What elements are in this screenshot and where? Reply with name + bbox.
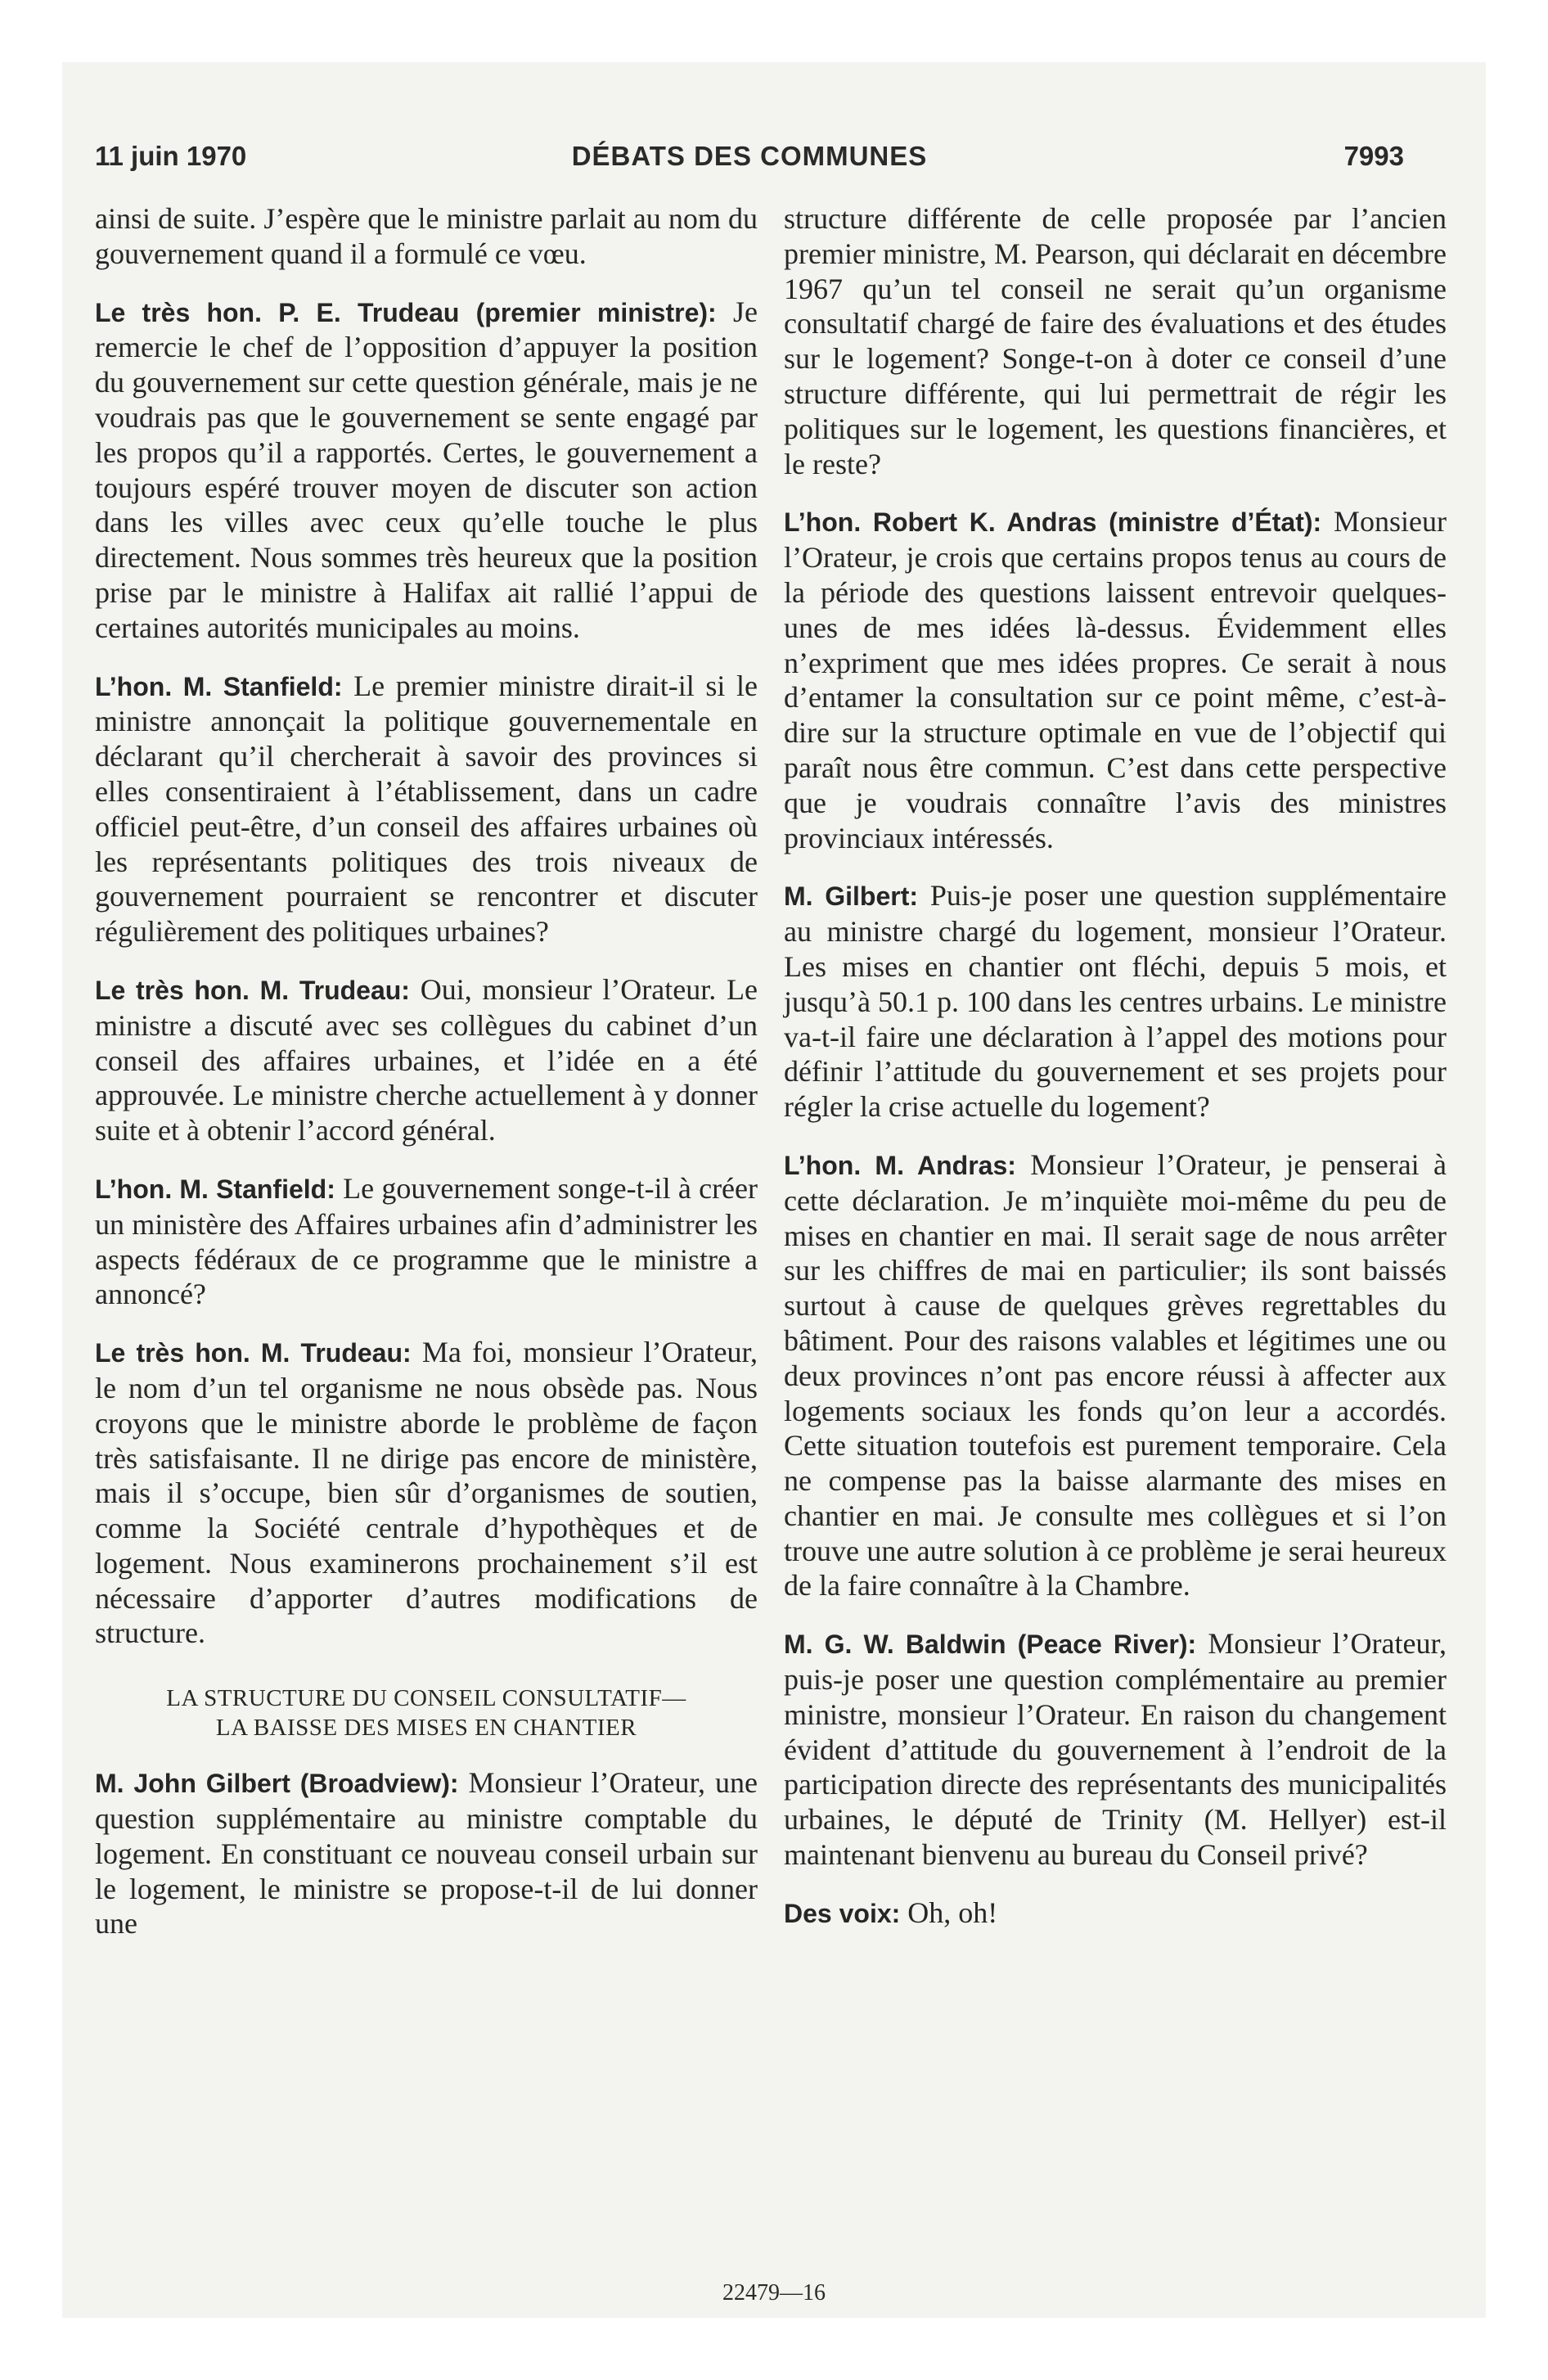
speaker-name: M. G. W. Baldwin (Peace River): [784,1629,1197,1660]
speaker-name: L’hon. M. Stanfield: [95,1174,335,1204]
paragraph [95,669,758,949]
paragraph-text: ainsi de suite. J’espère que le ministre parlait au nom du gouvernement quand il a formulé ce vœu. [95,202,758,270]
paragraph-text: structure différente de celle proposée par l’ancien premier ministre, M. Pearson, qui déclarait en décembre 1967 qu’un tel conseil ne serait qu’un organisme consultatif chargé de faire des évaluations et des études sur le logement? Songe-t-on à doter ce conseil d’une structure différente, qui lui permettrait de régir les politiques sur le logement, les questions financières, et le reste? [784,202,1447,480]
speaker-name: Des voix: [784,1898,901,1928]
speaker-name: Le très hon. M. Trudeau: [95,1338,412,1368]
section-heading-line: LA STRUCTURE DU CONSEIL CONSULTATIF— [166,1685,686,1712]
speaker-name: M. John Gilbert (Broadview): [95,1769,459,1799]
speaker-name: L’hon. M. Andras: [784,1150,1016,1180]
paragraph-text: Monsieur l’Orateur, une question supplémentaire au ministre comptable du logement. En constituant ce nouveau conseil urbain sur le logement, le ministre se propose-t-il de lui donner une [95,1766,758,1941]
paragraph-text: Monsieur l’Orateur, je crois que certains propos tenus au cours de la période des questions laissent entrevoir quelques-unes de mes idées là-dessus. Évidemment elles n’expriment que mes idées propres. Ce serait à nous d’entamer la consultation sur ce point même, c’est-à-dire sur la structure optimale en vue de l’objectif qui paraît nous être commun. C’est dans cette perspective que je voudrais connaître l’avis des ministres provinciaux intéressés. [784,505,1447,854]
paragraph [784,1147,1447,1603]
paragraph-text: Je remercie le chef de l’opposition d’appuyer la position du gouvernement sur cette question générale, mais je ne voudrais pas que le gouvernement se sente engagé par les propos qu’il a rapportés. Certes, le gouvernement a toujours espéré trouver moyen de discuter son action dans les villes avec ceux qu’elle touche le plus directement. Nous sommes très heureux que la position prise par le ministre à Halifax ait rallié l’appui de certaines autorités municipales au moins. [95,295,758,644]
header-title: DÉBATS DES COMMUNES [571,141,928,171]
speaker-name: Le très hon. P. E. Trudeau (premier ministre): [95,297,717,327]
header-date: 11 juin 1970 [95,141,247,171]
paragraph-text: Oui, monsieur l’Orateur. Le ministre a discuté avec ses collègues du cabinet d’un conseil des affaires urbaines, et l’idée en a été approuvée. Le ministre cherche actuellement à y donner suite et à obtenir l’accord général. [95,972,758,1147]
paragraph-text: Le gouvernement songe-t-il à créer un ministère des Affaires urbaines afin d’administrer les aspects fédéraux de ce programme que le ministre a annoncé? [95,1171,758,1311]
paragraph [95,201,758,272]
section-heading [95,1684,758,1742]
paragraph [95,1171,758,1312]
paragraph [784,878,1447,1125]
section-heading-line: LA BAISSE DES MISES EN CHANTIER [215,1715,637,1742]
paragraph [784,1626,1447,1873]
paragraph [784,201,1447,481]
right-column [784,201,1447,1954]
paragraph-text: Monsieur l’Orateur, puis-je poser une question complémentaire au premier ministre, monsieur l’Orateur. En raison du changement évident d’attitude du gouvernement à l’endroit de la participation directe des représentants des municipalités urbaines, le député de Trinity (M. Hellyer) est-il maintenant bienvenu au bureau du Conseil privé? [784,1627,1447,1872]
paragraph-text: Oh, oh! [900,1895,998,1929]
paragraph [95,295,758,646]
paragraph [784,1895,1447,1931]
footer-code: 22479—16 [722,2280,826,2306]
paragraph-text: Le premier ministre dirait-il si le ministre annonçait la politique gouvernementale en déclarant qu’il chercherait à savoir des provinces si elles consentiraient à l’établissement, dans un cadre officiel peut-être, d’un conseil des affaires urbaines où les représentants politiques des trois niveaux de gouvernement pourraient se rencontrer et discuter régulièrement des politiques urbaines? [95,669,758,949]
paragraph [95,1765,758,1941]
paragraph [95,1335,758,1651]
left-column [95,201,758,1964]
speaker-name: L’hon. M. Stanfield: [95,671,343,701]
paragraph [784,504,1447,855]
paragraph [95,972,758,1148]
paragraph-text: Puis-je poser une question supplémentaire au ministre chargé du logement, monsieur l’Orateur. Les mises en chantier ont fléchi, depuis 5 mois, et jusqu’à 50.1 p. 100 dans les centres urbains. Le ministre va-t-il faire une déclaration à l’appel des motions pour définir l’attitude du gouvernement et ses projets pour régler la crise actuelle du logement? [784,879,1447,1124]
header-page-number: 7993 [1343,141,1404,171]
paragraph-text: Ma foi, monsieur l’Orateur, le nom d’un tel organisme ne nous obsède pas. Nous croyons que le ministre aborde le problème de façon très satisfaisante. Il ne dirige pas encore de ministère, mais il s’occupe, bien sûr d’organismes de soutien, comme la Société centrale d’hypothèques et de logement. Nous examinerons prochainement s’il est nécessaire d’apporter d’autres modifications de structure. [95,1336,758,1650]
page-header [95,141,1404,182]
speaker-name: Le très hon. M. Trudeau: [95,975,410,1005]
speaker-name: L’hon. Robert K. Andras (ministre d’État): [784,507,1322,538]
speaker-name: M. Gilbert: [784,881,919,912]
paragraph-text: Monsieur l’Orateur, je penserai à cette déclaration. Je m’inquiète moi-même du peu de mises en chantier en mai. Il serait sage de nous arrêter sur les chiffres de mai en particulier; ils sont baissés surtout à cause de quelques grèves regrettables du bâtiment. Pour des raisons valables et légitimes une ou deux provinces n’ont pas encore réussi à affecter aux logements sociaux les fonds qu’on leur a accordés. Cette situation toutefois est purement temporaire. Cela ne compense pas la baisse alarmante des mises en chantier en mai. Je consulte mes collègues et si l’on trouve une autre solution à ce problème je serai heureux de la faire connaître à la Chambre. [784,1147,1447,1602]
